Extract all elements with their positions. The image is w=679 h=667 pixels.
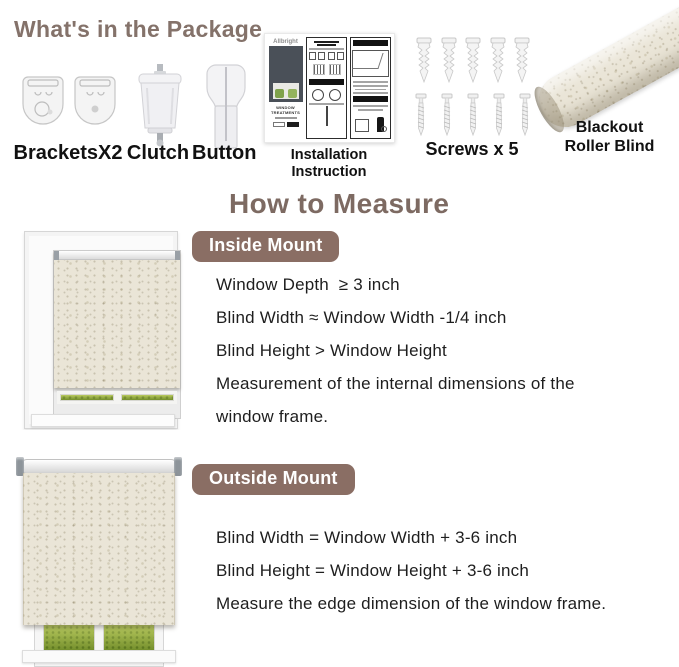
spec-line: window frame. bbox=[216, 407, 329, 426]
button-icon bbox=[203, 63, 249, 153]
clutch-label: Clutch bbox=[126, 142, 190, 164]
window-opening bbox=[53, 250, 181, 419]
window-view-grass bbox=[103, 624, 155, 652]
wall-anchor-icon bbox=[512, 36, 532, 86]
spec-line: Blind Height = Window Height + 3-6 inch bbox=[216, 561, 530, 580]
screws-and-anchors bbox=[414, 36, 532, 138]
booklet-text-line bbox=[275, 117, 297, 119]
blind-bracket-cap bbox=[175, 251, 180, 260]
window-sill bbox=[22, 650, 176, 663]
window-view-grass bbox=[43, 624, 95, 652]
wall-anchor-icon bbox=[414, 36, 434, 86]
clutch-icon bbox=[134, 62, 186, 148]
wall-anchor-icon bbox=[463, 36, 483, 86]
spec-line: Measure the edge dimension of the window frame. bbox=[216, 594, 607, 613]
inside-mount-badge: Inside Mount bbox=[192, 231, 339, 262]
window-panes bbox=[57, 391, 177, 404]
window-sill bbox=[31, 414, 175, 427]
booklet-brand: Allbright bbox=[273, 39, 298, 45]
booklet-badges bbox=[273, 122, 299, 127]
button-label: Button bbox=[192, 142, 257, 164]
blind-bracket-cap bbox=[54, 251, 59, 260]
booklet-page-parts bbox=[306, 37, 347, 139]
booklet-cover-photo bbox=[269, 46, 303, 102]
spec-line: Blind Height > Window Height bbox=[216, 341, 447, 360]
measure-title: How to Measure bbox=[229, 188, 450, 219]
screw-row bbox=[414, 92, 532, 138]
blind-roll-tube bbox=[54, 251, 180, 260]
screw-icon bbox=[518, 92, 532, 138]
blind-bracket-cap bbox=[174, 457, 182, 476]
spec-line: Measurement of the internal dimensions of the bbox=[216, 374, 575, 393]
booklet-page-steps bbox=[350, 37, 391, 139]
inside-mount-specs bbox=[216, 268, 676, 433]
package-title: What's in the Package bbox=[14, 16, 263, 42]
screw-icon bbox=[440, 92, 454, 138]
window-view-grass bbox=[121, 394, 175, 401]
brackets-label: BracketsX2 bbox=[13, 142, 123, 164]
spec-line: Blind Width = Window Width + 3-6 inch bbox=[216, 528, 518, 547]
outside-mount-badge: Outside Mount bbox=[192, 464, 355, 495]
roller-blind bbox=[54, 251, 180, 388]
window-view-grass bbox=[60, 394, 114, 401]
spec-line: Window Depth ≥ 3 inch bbox=[216, 275, 400, 294]
installation-label: Installation Instruction bbox=[290, 147, 368, 181]
booklet-caption: WINDOW TREATMENTS bbox=[270, 105, 301, 115]
wall-anchor-icon bbox=[488, 36, 508, 86]
rolled-blind-image bbox=[529, 0, 679, 137]
spec-line: Blind Width ≈ Window Width -1/4 inch bbox=[216, 308, 507, 327]
inside-mount-image bbox=[8, 225, 190, 430]
outside-mount-image bbox=[8, 447, 190, 667]
outside-mount-specs bbox=[216, 521, 676, 620]
screw-icon bbox=[492, 92, 506, 138]
screws-label: Screws x 5 bbox=[425, 139, 519, 159]
brackets-icon bbox=[20, 72, 120, 140]
installation-booklet bbox=[264, 33, 395, 143]
screw-icon bbox=[466, 92, 480, 138]
roller-blind bbox=[23, 473, 175, 625]
blackout-blind-label: Blackout Roller Blind bbox=[564, 119, 655, 155]
wall-anchor-icon bbox=[439, 36, 459, 86]
window-frame bbox=[24, 231, 178, 429]
window-panes bbox=[43, 624, 155, 652]
booklet-cover bbox=[268, 37, 303, 139]
screw-icon bbox=[414, 92, 428, 138]
blind-roll-tube bbox=[20, 459, 178, 474]
anchor-row bbox=[414, 36, 532, 86]
